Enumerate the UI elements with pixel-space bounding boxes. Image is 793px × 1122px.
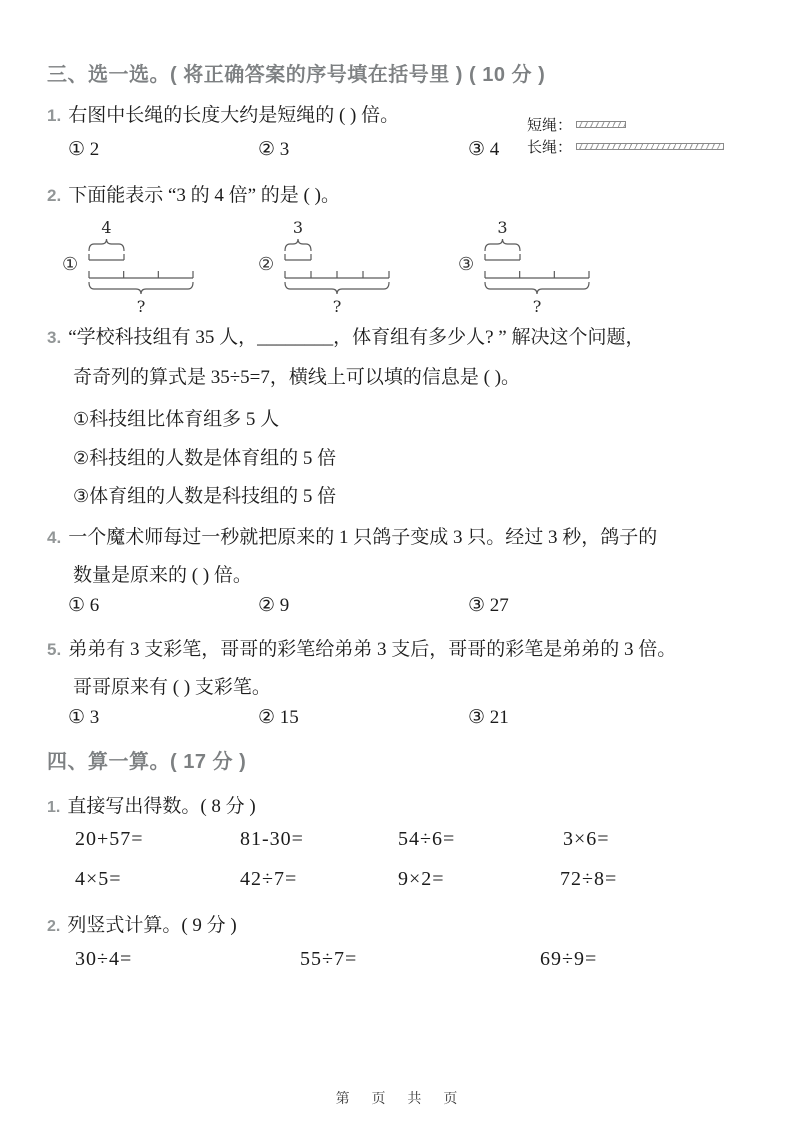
- long-rope-bar: [576, 143, 724, 150]
- question-mark-label: ?: [332, 297, 342, 316]
- question-4-line2: 数量是原来的 ( ) 倍。: [73, 565, 252, 586]
- q1-option-2: ② 3: [258, 139, 290, 160]
- question-5-line2: 哥哥原来有 ( ) 支彩笔。: [73, 677, 271, 698]
- question-5-line1: 弟弟有 3 支彩笔，哥哥的彩笔给弟弟 3 支后，哥哥的彩笔是弟弟的 3 倍。: [68, 639, 677, 660]
- question-2-number: 2.: [47, 186, 62, 205]
- unit-count-label: 3: [497, 220, 508, 237]
- question-2-text: 下面能表示 “3 的 4 倍” 的是 ( )。: [68, 185, 340, 206]
- question-1: [47, 100, 399, 127]
- question-3-line2: 奇奇列的算式是 35÷5=7，横线上可以填的信息是 ( )。: [73, 367, 521, 388]
- q4-option-2: ② 9: [258, 595, 290, 616]
- long-rope-row: [527, 135, 724, 157]
- part2-number: 2.: [47, 918, 61, 935]
- rope-illustration: [527, 113, 724, 157]
- diagram-badge: ②: [258, 254, 275, 275]
- diagram-badge: ③: [458, 254, 475, 275]
- question-5-number: 5.: [47, 640, 62, 659]
- q1-option-3: ③ 4: [468, 139, 500, 160]
- question-mark-label: ?: [136, 297, 146, 316]
- q5-option-2: ② 15: [258, 707, 299, 728]
- total-under-brace: [89, 282, 193, 294]
- part1-number: 1.: [47, 799, 61, 816]
- q5-option-3: ③ 21: [468, 707, 509, 728]
- q3-option-1-badge: ①: [73, 409, 90, 430]
- calc-item: 54÷6=: [398, 828, 456, 850]
- question-5: [47, 634, 676, 661]
- calc-item: 9×2=: [398, 868, 445, 890]
- calc-item: 69÷9=: [540, 948, 598, 970]
- unit-over-brace: [485, 239, 520, 251]
- page-footer: 第 页 共 页: [335, 1090, 458, 1106]
- q3-option-1-text: 科技组比体育组多 5 人: [89, 409, 280, 430]
- short-rope-bar: [576, 121, 626, 128]
- question-1-text: 右图中长绳的长度大约是短绳的 ( ) 倍。: [68, 105, 400, 126]
- calc-item: 81-30=: [240, 828, 304, 850]
- question-3: [47, 322, 645, 349]
- bar-diagram-3: [458, 220, 598, 316]
- section-4-heading: 四、算一算。( 17 分 ): [47, 751, 247, 773]
- unit-count-label: 4: [101, 220, 112, 237]
- unit-over-brace: [285, 239, 311, 251]
- total-under-brace: [285, 282, 389, 294]
- q1-option-1: ① 2: [68, 139, 100, 160]
- unit-count-label: 3: [293, 220, 304, 237]
- calc-item: 42÷7=: [240, 868, 298, 890]
- unit-segment: [285, 254, 311, 260]
- bar-diagram-1: [62, 220, 202, 316]
- q3-option-3-badge: ③: [73, 486, 90, 507]
- calc-item: 20+57=: [75, 828, 144, 850]
- question-4-number: 4.: [47, 528, 62, 547]
- segmented-line: [89, 271, 193, 278]
- calc-item: 72÷8=: [560, 868, 618, 890]
- question-1-number: 1.: [47, 106, 62, 125]
- calc-item: 55÷7=: [300, 948, 358, 970]
- diagram-badge: ①: [62, 254, 79, 275]
- q3-option-2-text: 科技组的人数是体育组的 5 倍: [89, 448, 337, 469]
- unit-over-brace: [89, 239, 124, 251]
- q3-option-1: [73, 404, 279, 431]
- unit-segment: [89, 254, 124, 260]
- question-3-number: 3.: [47, 328, 62, 347]
- times-bar-diagram-svg: [282, 220, 398, 316]
- q3-option-3-text: 体育组的人数是科技组的 5 倍: [89, 486, 337, 507]
- question-4-line1: 一个魔术师每过一秒就把原来的 1 只鸽子变成 3 只。经过 3 秒，鸽子的: [68, 527, 658, 548]
- times-bar-diagram-svg: [86, 220, 202, 316]
- times-bar-diagram-svg: [482, 220, 598, 316]
- segmented-line: [285, 271, 389, 278]
- segmented-line: [485, 271, 589, 278]
- q3-option-2-badge: ②: [73, 448, 90, 469]
- question-2: [47, 180, 340, 207]
- question-4: [47, 522, 657, 549]
- total-under-brace: [485, 282, 589, 294]
- unit-segment: [485, 254, 520, 260]
- part2-title-text: 列竖式计算。( 9 分 ): [67, 915, 237, 936]
- bar-diagram-2: [258, 220, 398, 316]
- part1-title-text: 直接写出得数。( 8 分 ): [67, 796, 256, 817]
- calc-item: 4×5=: [75, 868, 122, 890]
- section4-part2-title: [47, 910, 237, 937]
- question-3-line1: “学校科技组有 35 人，________，体育组有多少人? ” 解决这个问题，: [68, 327, 645, 348]
- short-rope-label: 短绳：: [527, 117, 573, 134]
- q5-option-1: ① 3: [68, 707, 100, 728]
- calc-item: 30÷4=: [75, 948, 133, 970]
- section4-part1-title: [47, 791, 256, 818]
- calc-item: 3×6=: [563, 828, 610, 850]
- q3-option-2: [73, 443, 336, 470]
- question-mark-label: ?: [532, 297, 542, 316]
- q3-option-3: [73, 481, 336, 508]
- section-3-heading: 三、选一选。( 将正确答案的序号填在括号里 ) ( 10 分 ): [47, 64, 546, 86]
- q4-option-3: ③ 27: [468, 595, 509, 616]
- long-rope-label: 长绳：: [527, 139, 573, 156]
- q4-option-1: ① 6: [68, 595, 100, 616]
- short-rope-row: [527, 113, 724, 135]
